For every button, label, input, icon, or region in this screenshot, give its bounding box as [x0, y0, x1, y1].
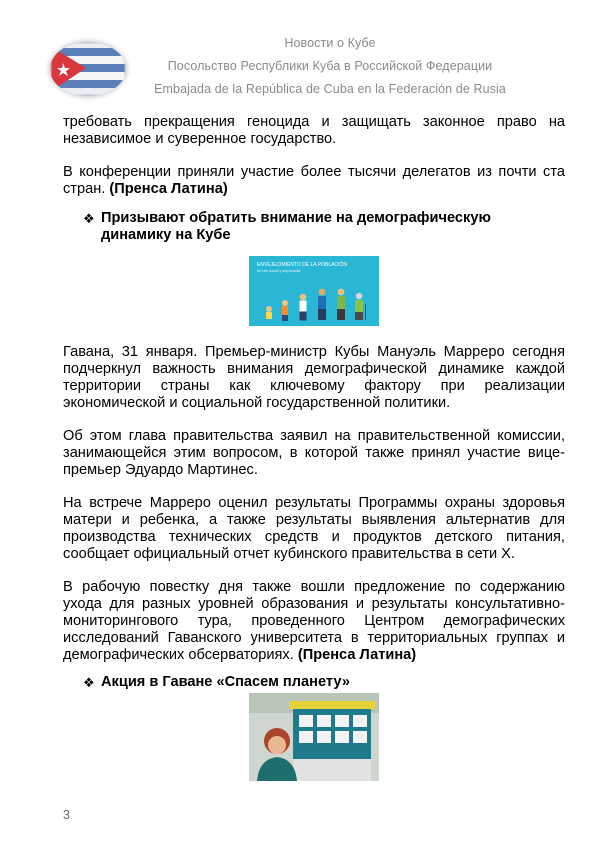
paragraph: На встрече Марреро оценил результаты Программы охраны здоровья матери и ребенка, а также результаты выявления альтернатив для производства технических средств и продуктов детского питания, сообщает официальный отчет кубинского правительства в сети Х. [63, 495, 565, 562]
paragraph [63, 579, 565, 664]
section-heading [83, 674, 565, 691]
paragraph-text: В конференции приняли участие более тысячи делегатов из почти ста стран. [63, 164, 565, 197]
header-embassy-ru: Посольство Республики Куба в Российской Федерации [167, 59, 493, 73]
header-embassy-es: Embajada de la República de Cuba en la Federación de Rusia [154, 82, 506, 96]
paragraph: Об этом глава правительства заявил на правительственной комиссии, занимающейся этим вопросом, в которой также принял участие вице-премьер Эдуардо Мартинес. [63, 428, 565, 478]
image-title: ENVEJECIMIENTO DE LA POBLACIÓN [257, 262, 347, 268]
demographics-image [249, 256, 379, 326]
bullet-icon: ❖ [83, 211, 95, 226]
section-heading-text: Акция в Гаване «Спасем планету» [101, 674, 350, 690]
article-body [63, 114, 565, 781]
image-subtitle: Un reto social y empresarial [257, 269, 301, 273]
source-label: (Пренса Латина) [297, 647, 417, 663]
paragraph [63, 164, 565, 198]
paragraph: Гавана, 31 января. Премьер-министр Кубы Мануэль Марреро сегодня подчеркнул важность внимания демографической динамике каждой территории страны как ключевому фактору при реализации экономической и социальной государственной политики. [63, 344, 565, 411]
paragraph: требовать прекращения геноцида и защищать законное право на независимое и суверенное государство. [63, 114, 565, 147]
section-heading-text: Призывают обратить внимание на демографическую динамику на Кубе [101, 210, 491, 243]
header-title: Новости о Кубе [284, 36, 376, 50]
section-heading [83, 210, 565, 244]
source-label: (Пренса Латина) [109, 181, 228, 197]
paragraph-text: В рабочую повестку дня также вошли предложение по содержанию ухода для разных уровней образования и результаты консультативно-мониторингового тура, проведенного Центром демографических исследований Гаванского университета в территориальных группах и демографических обсерваториях. [63, 579, 565, 663]
page-header [0, 0, 607, 110]
page-number: 3 [63, 808, 70, 822]
save-planet-photo [249, 693, 379, 781]
bullet-icon: ❖ [83, 675, 95, 690]
